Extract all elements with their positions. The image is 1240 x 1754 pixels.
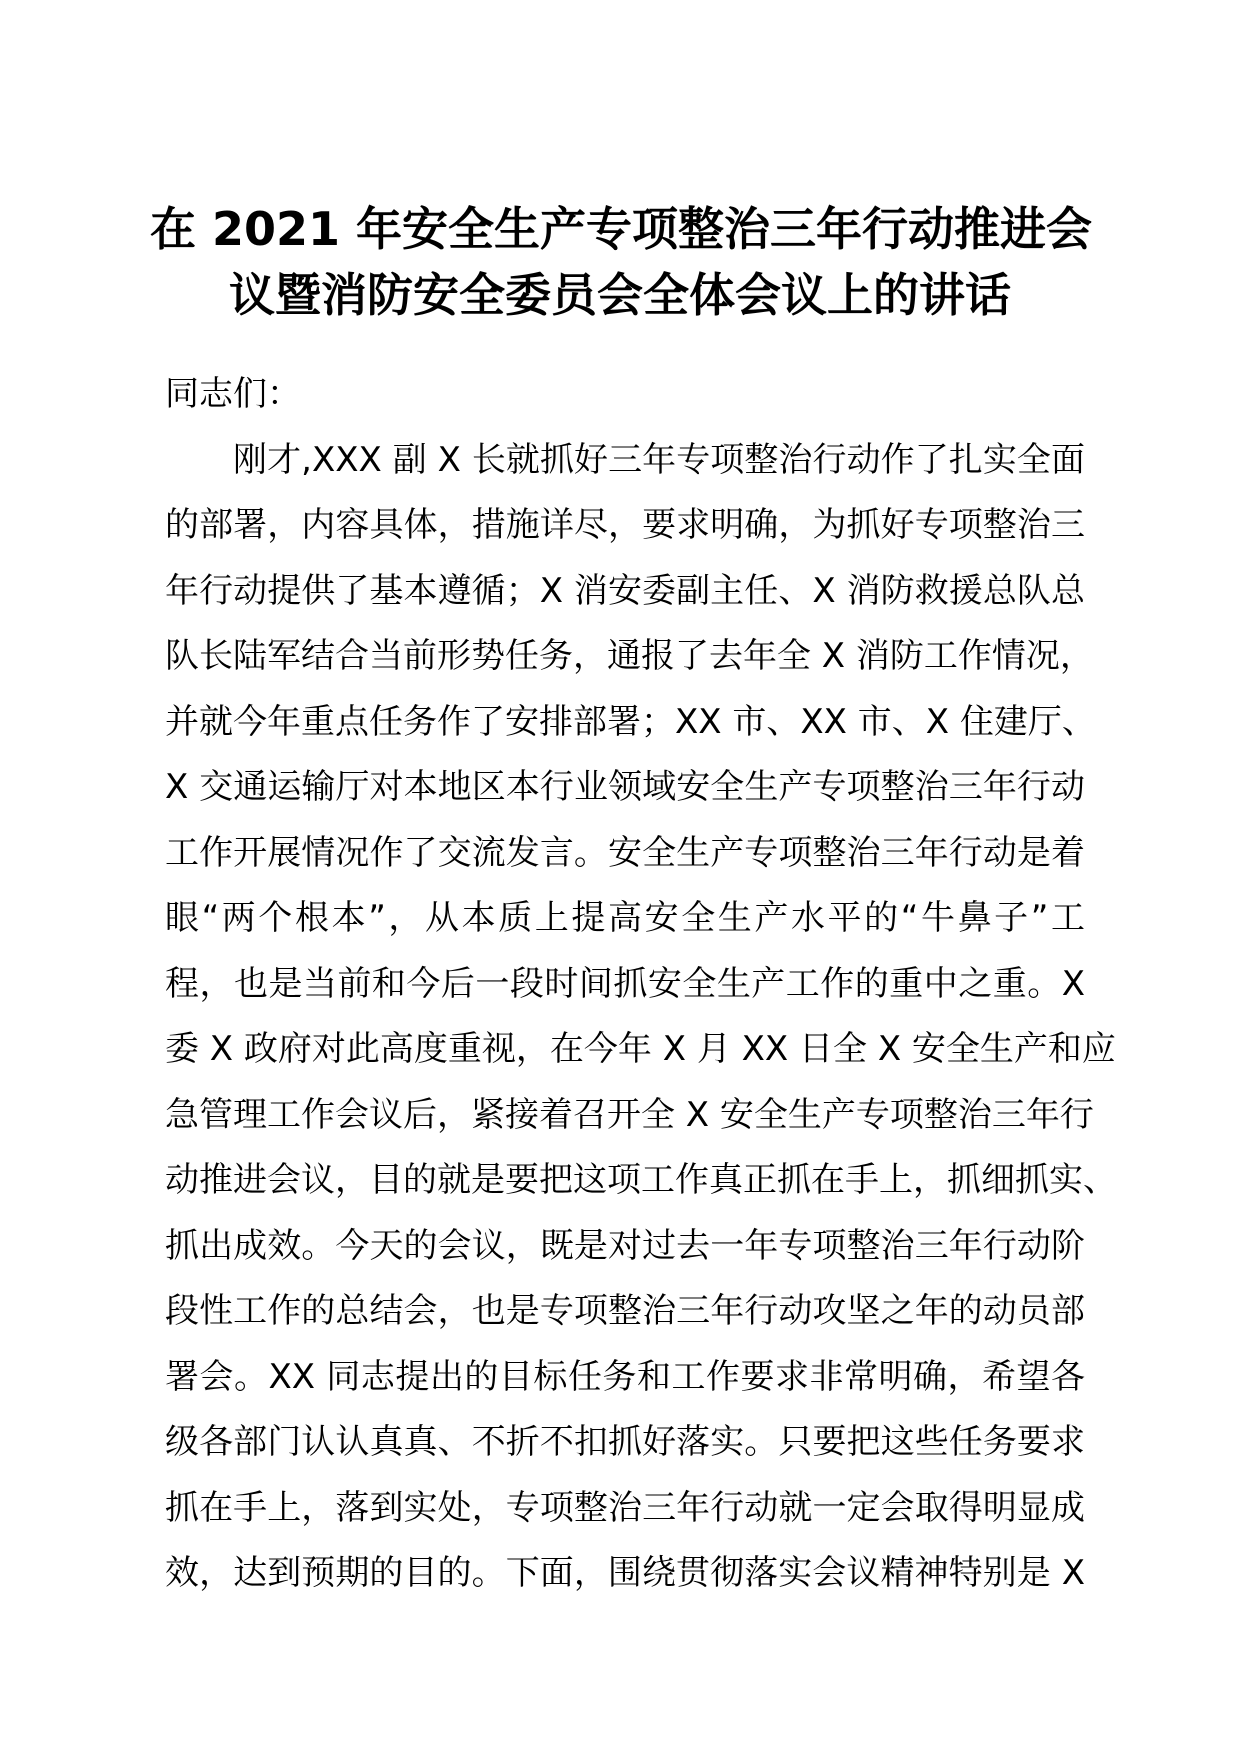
document-title xyxy=(150,196,1093,328)
body-line: 刚才,XXX 副 X 长就抓好三年专项整治行动作了扎实全面 xyxy=(233,439,1085,480)
body-line: 队长陆军结合当前形势任务，通报了去年全 X 消防工作情况， xyxy=(165,636,1094,676)
body-line: 级各部门认认真真、不折不扣抓好落实。只要把这些任务要求 xyxy=(165,1422,1085,1462)
body-line: 抓在手上，落到实处，专项整治三年行动就一定会取得明显成 xyxy=(165,1487,1085,1528)
body-line: 署会。XX 同志提出的目标任务和工作要求非常明确，希望各 xyxy=(165,1356,1085,1397)
title-line-1: 在 2021 年安全生产专项整治三年行动推进会 xyxy=(150,202,1093,256)
body-line: 的部署，内容具体，措施详尽，要求明确，为抓好专项整治三 xyxy=(165,505,1085,545)
body-line: 效，达到预期的目的。下面，围绕贯彻落实会议精神特别是 X xyxy=(165,1553,1085,1593)
body-line: 急管理工作会议后，紧接着召开全 X 安全生产专项整治三年行 xyxy=(165,1094,1094,1135)
body-line: 年行动提供了基本遵循；X 消安委副主任、X 消防救援总队总 xyxy=(165,570,1085,611)
salutation: 同志们： xyxy=(165,374,301,414)
body-line: X 交通运输厅对本地区本行业领域安全生产专项整治三年行动 xyxy=(165,767,1085,807)
document-body xyxy=(165,362,1117,1607)
title-line-2: 议暨消防安全委员会全体会议上的讲话 xyxy=(229,268,1011,322)
body-line: 工作开展情况作了交流发言。安全生产专项整治三年行动是着 xyxy=(165,832,1085,873)
body-line: 委 X 政府对此高度重视，在今年 X 月 XX 日全 X 安全生产和应 xyxy=(165,1029,1116,1069)
body-line: 动推进会议，目的就是要把这项工作真正抓在手上，抓细抓实、 xyxy=(165,1160,1117,1200)
body-line: 抓出成效。今天的会议，既是对过去一年专项整治三年行动阶 xyxy=(165,1225,1085,1266)
body-line: 并就今年重点任务作了安排部署；XX 市、XX 市、X 住建厅、 xyxy=(165,701,1096,742)
body-line: 眼“两个根本”，从本质上提高安全生产水平的“牛鼻子”工 xyxy=(165,898,1085,938)
body-line: 程，也是当前和今后一段时间抓安全生产工作的重中之重。X xyxy=(165,963,1085,1004)
body-line: 段性工作的总结会，也是专项整治三年行动攻坚之年的动员部 xyxy=(165,1291,1085,1331)
